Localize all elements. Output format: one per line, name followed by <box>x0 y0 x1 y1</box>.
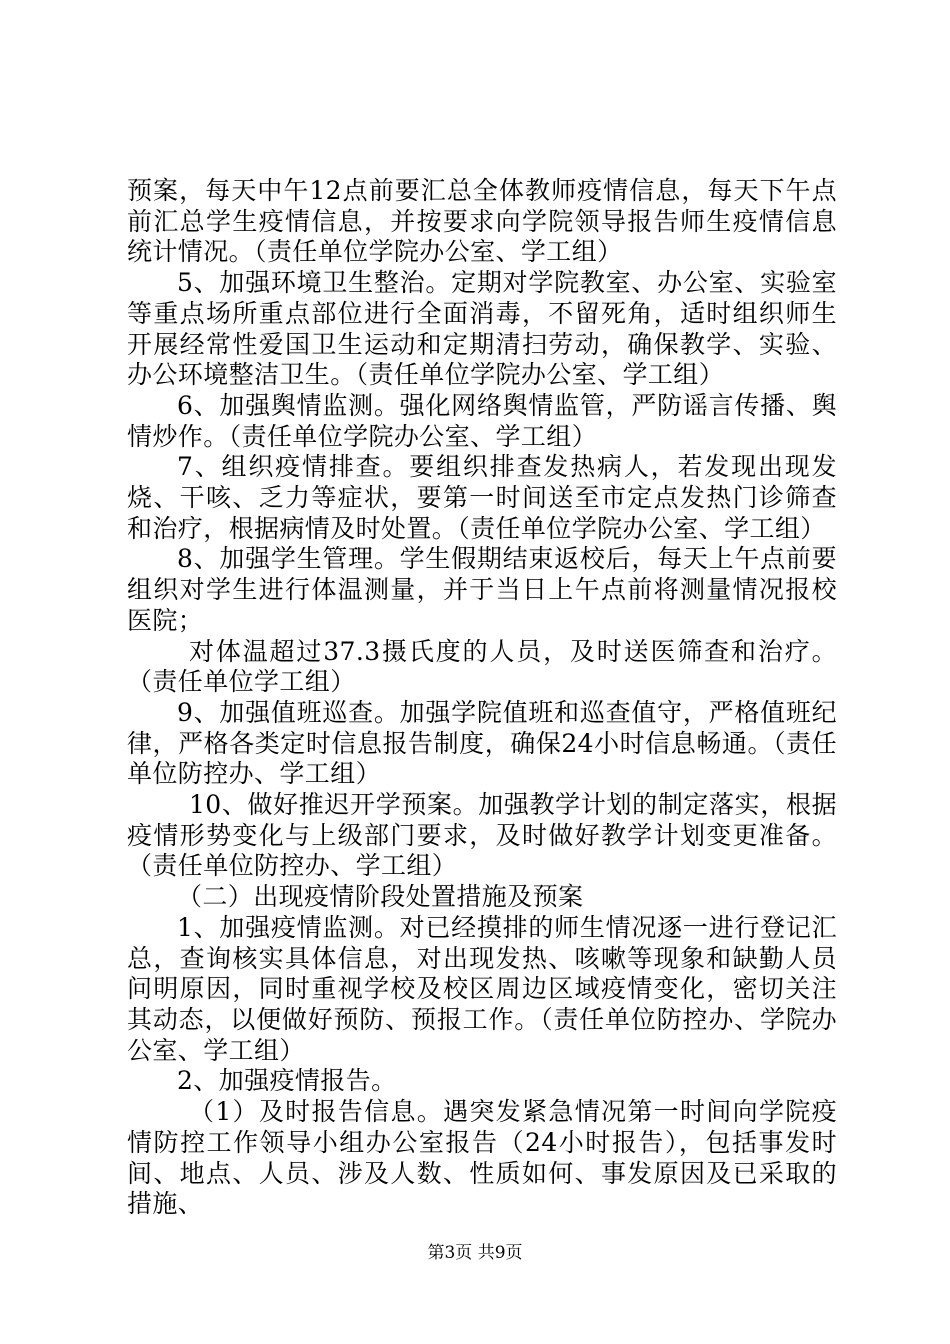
paragraph-4: 7、组织疫情排查。要组织排查发热病人，若发现出现发烧、干咳、乏力等症状，要第一时间送至市定点发热门诊筛查和治疗，根据病情及时处置。（责任单位学院办公室、学工组） <box>127 452 837 543</box>
paragraph-6: 对体温超过37.3摄氏度的人员，及时送医筛查和治疗。（责任单位学工组） <box>127 636 837 697</box>
section-heading: （二）出现疫情阶段处置措施及预案 <box>177 882 584 912</box>
document-body <box>127 176 837 1220</box>
paragraph-12: （1）及时报告信息。遇突发紧急情况第一时间向学院疫情防控工作领导小组办公室报告（24小时报告），包括事发时间、地点、人员、涉及人数、性质如何、事发原因及已采取的措施、 <box>127 1097 837 1219</box>
page-footer: 第3页 共9页 <box>427 1243 523 1263</box>
paragraph-1: 预案，每天中午12点前要汇总全体教师疫情信息，每天下午点前汇总学生疫情信息，并按要求向学院领导报告师生疫情信息统计情况。（责任单位学院办公室、学工组） <box>127 176 837 267</box>
paragraph-3: 6、加强舆情监测。强化网络舆情监管，严防谣言传播、舆情炒作。（责任单位学院办公室、学工组） <box>127 390 837 451</box>
paragraph-5: 8、加强学生管理。学生假期结束返校后，每天上午点前要组织对学生进行体温测量，并于当日上午点前将测量情况报校医院； <box>127 544 837 635</box>
paragraph-11: 2、加强疫情报告。 <box>177 1066 397 1096</box>
paragraph-10: 1、加强疫情监测。对已经摸排的师生情况逐一进行登记汇总，查询核实具体信息，对出现发热、咳嗽等现象和缺勤人员问明原因，同时重视学校及校区周边区域疫情变化，密切关注其动态，以便做好预防、预报工作。（责任单位防控办、学院办公室、学工组） <box>127 912 837 1065</box>
paragraph-2: 5、加强环境卫生整治。定期对学院教室、办公室、实验室等重点场所重点部位进行全面消毒，不留死角，适时组织师生开展经常性爱国卫生运动和定期清扫劳动，确保教学、实验、办公环境整洁卫生。（责任单位学院办公室、学工组） <box>127 268 837 390</box>
paragraph-8: 10、做好推迟开学预案。加强教学计划的制定落实，根据疫情形势变化与上级部门要求，及时做好教学计划变更准备。（责任单位防控办、学工组） <box>127 790 837 881</box>
paragraph-7: 9、加强值班巡查。加强学院值班和巡查值守，严格值班纪律，严格各类定时信息报告制度，确保24小时信息畅通。（责任单位防控办、学工组） <box>127 697 837 789</box>
